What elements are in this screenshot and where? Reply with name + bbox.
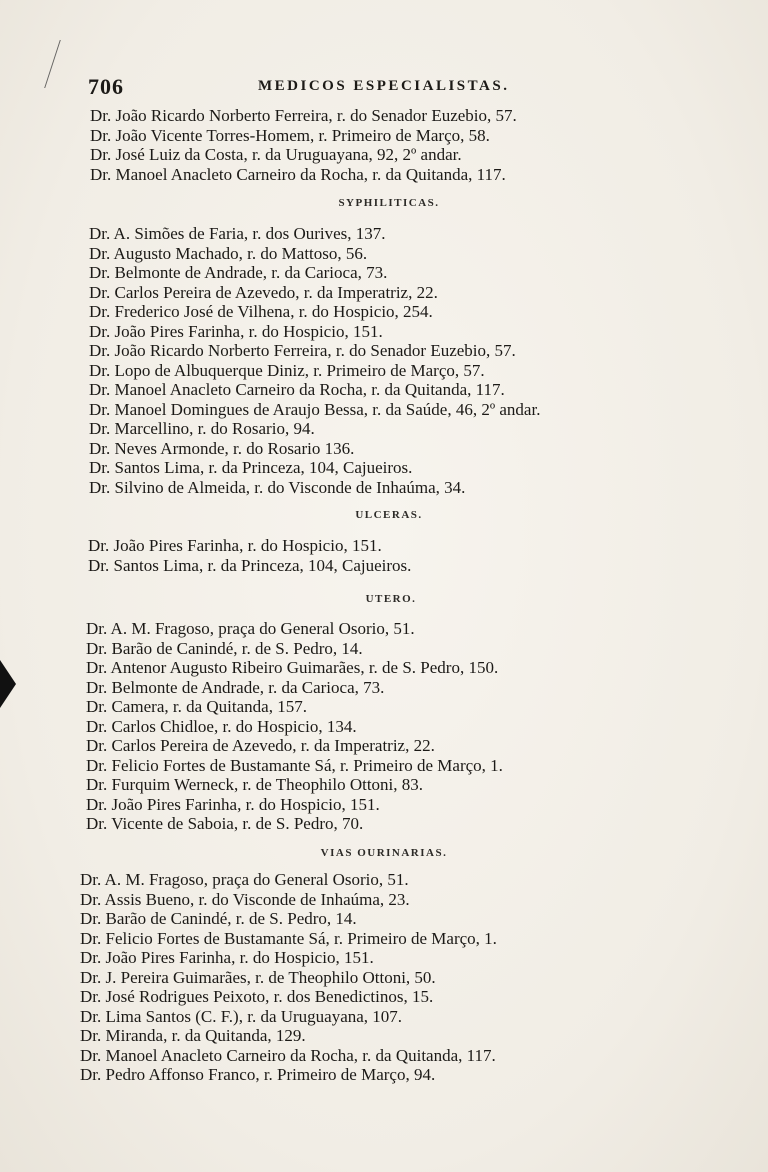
section-syphiliticas-list	[0, 224, 768, 497]
list-item: Dr. Carlos Pereira de Azevedo, r. da Imperatriz, 22.	[89, 282, 438, 302]
list-item: Dr. Manoel Anacleto Carneiro da Rocha, r. da Quitanda, 117.	[89, 380, 505, 399]
list-item: Dr. Marcellino, r. do Rosario, 94.	[89, 419, 315, 438]
list-item: Dr. Pedro Affonso Franco, r. Primeiro de Março, 94.	[80, 1065, 436, 1084]
list-item: Dr. Manoel Domingues de Araujo Bessa, r. da Saúde, 46, 2º andar.	[89, 399, 541, 419]
list-item: Dr. João Pires Farinha, r. do Hospicio, 151.	[80, 948, 374, 967]
list-item: Dr. João Vicente Torres-Homem, r. Primeiro de Março, 58.	[90, 125, 490, 145]
list-item: Dr. José Rodrigues Peixoto, r. dos Benedictinos, 15.	[80, 987, 434, 1006]
list-item: Dr. Lopo de Albuquerque Diniz, r. Primeiro de Março, 57.	[89, 360, 485, 380]
section-ulceras	[0, 509, 768, 521]
section-vias-ourinarias	[0, 847, 768, 859]
pencil-mark	[44, 40, 73, 88]
list-item: Dr. João Ricardo Norberto Ferreira, r. do Senador Euzebio, 57.	[89, 341, 516, 360]
list-item: Dr. Lima Santos (C. F.), r. da Uruguayana, 107.	[80, 1006, 403, 1026]
entry-list	[0, 619, 768, 834]
list-item: Dr. Barão de Canindé, r. de S. Pedro, 14.	[86, 638, 363, 658]
entry-list	[0, 536, 768, 575]
list-item: Dr. Carlos Chidloe, r. do Hospicio, 134.	[86, 716, 357, 736]
list-item: Dr. João Pires Farinha, r. do Hospicio, 151.	[89, 321, 383, 341]
list-item: Dr. José Luiz da Costa, r. da Uruguayana, 92, 2º andar.	[90, 145, 462, 164]
list-item: Dr. Assis Bueno, r. do Visconde de Inhaúma, 23.	[80, 889, 410, 909]
list-item: Dr. Silvino de Almeida, r. do Visconde de Inhaúma, 34.	[89, 477, 466, 497]
list-item: Dr. Felicio Fortes de Bustamante Sá, r. Primeiro de Março, 1.	[80, 928, 497, 948]
section-vias-ourinarias-list	[0, 870, 768, 1085]
section-heading: SYPHILITICAS.	[338, 197, 440, 209]
list-item: Dr. Frederico José de Vilhena, r. do Hospicio, 254.	[89, 302, 433, 321]
list-item: Dr. Felicio Fortes de Bustamante Sá, r. Primeiro de Março, 1.	[86, 755, 503, 775]
list-item: Dr. J. Pereira Guimarães, r. de Theophilo Ottoni, 50.	[80, 967, 436, 987]
list-item: Dr. João Ricardo Norberto Ferreira, r. do Senador Euzebio, 57.	[90, 106, 517, 125]
section-heading: UTERO.	[365, 593, 417, 605]
list-item: Dr. A. M. Fragoso, praça do General Osorio, 51.	[80, 870, 409, 889]
list-item: Dr. Belmonte de Andrade, r. da Carioca, 73.	[86, 677, 385, 697]
entry-list	[0, 106, 768, 184]
page-number: 706	[88, 74, 124, 99]
list-item: Dr. Vicente de Saboia, r. de S. Pedro, 70.	[86, 814, 364, 833]
page-header	[88, 74, 728, 98]
entry-list	[0, 224, 768, 497]
section-syphiliticas	[0, 197, 768, 209]
list-item: Dr. Antenor Augusto Ribeiro Guimarães, r. de S. Pedro, 150.	[86, 658, 499, 677]
list-item: Dr. Carlos Pereira de Azevedo, r. da Imperatriz, 22.	[86, 736, 435, 755]
list-item: Dr. Augusto Machado, r. do Mattoso, 56.	[89, 243, 368, 263]
section-ulceras-list	[0, 536, 768, 575]
list-item: Dr. Santos Lima, r. da Princeza, 104, Cajueiros.	[89, 458, 413, 477]
list-item: Dr. João Pires Farinha, r. do Hospicio, 151.	[86, 794, 380, 814]
list-item: Dr. Camera, r. da Quitanda, 157.	[86, 697, 307, 716]
list-item: Dr. Furquim Werneck, r. de Theophilo Ottoni, 83.	[86, 775, 424, 794]
running-title: MEDICOS ESPECIALISTAS.	[258, 78, 510, 94]
list-item: Dr. Manoel Anacleto Carneiro da Rocha, r. da Quitanda, 117.	[90, 164, 506, 184]
list-item: Dr. Manoel Anacleto Carneiro da Rocha, r. da Quitanda, 117.	[80, 1045, 496, 1065]
list-item: Dr. João Pires Farinha, r. do Hospicio, 151.	[88, 536, 382, 555]
section-heading: ULCERAS.	[355, 509, 423, 521]
section-continuation	[0, 106, 768, 184]
list-item: Dr. Miranda, r. da Quitanda, 129.	[80, 1026, 306, 1045]
entry-list	[0, 870, 768, 1085]
section-heading: VIAS OURINARIAS.	[320, 847, 448, 859]
list-item: Dr. Barão de Canindé, r. de S. Pedro, 14.	[80, 909, 357, 928]
section-utero-list	[0, 619, 768, 834]
list-item: Dr. Santos Lima, r. da Princeza, 104, Cajueiros.	[88, 555, 412, 575]
list-item: Dr. Belmonte de Andrade, r. da Carioca, 73.	[89, 263, 388, 282]
list-item: Dr. Neves Armonde, r. do Rosario 136.	[89, 438, 355, 458]
list-item: Dr. A. M. Fragoso, praça do General Osorio, 51.	[86, 619, 415, 638]
section-utero	[0, 593, 768, 605]
list-item: Dr. A. Simões de Faria, r. dos Ourives, 137.	[89, 224, 386, 243]
